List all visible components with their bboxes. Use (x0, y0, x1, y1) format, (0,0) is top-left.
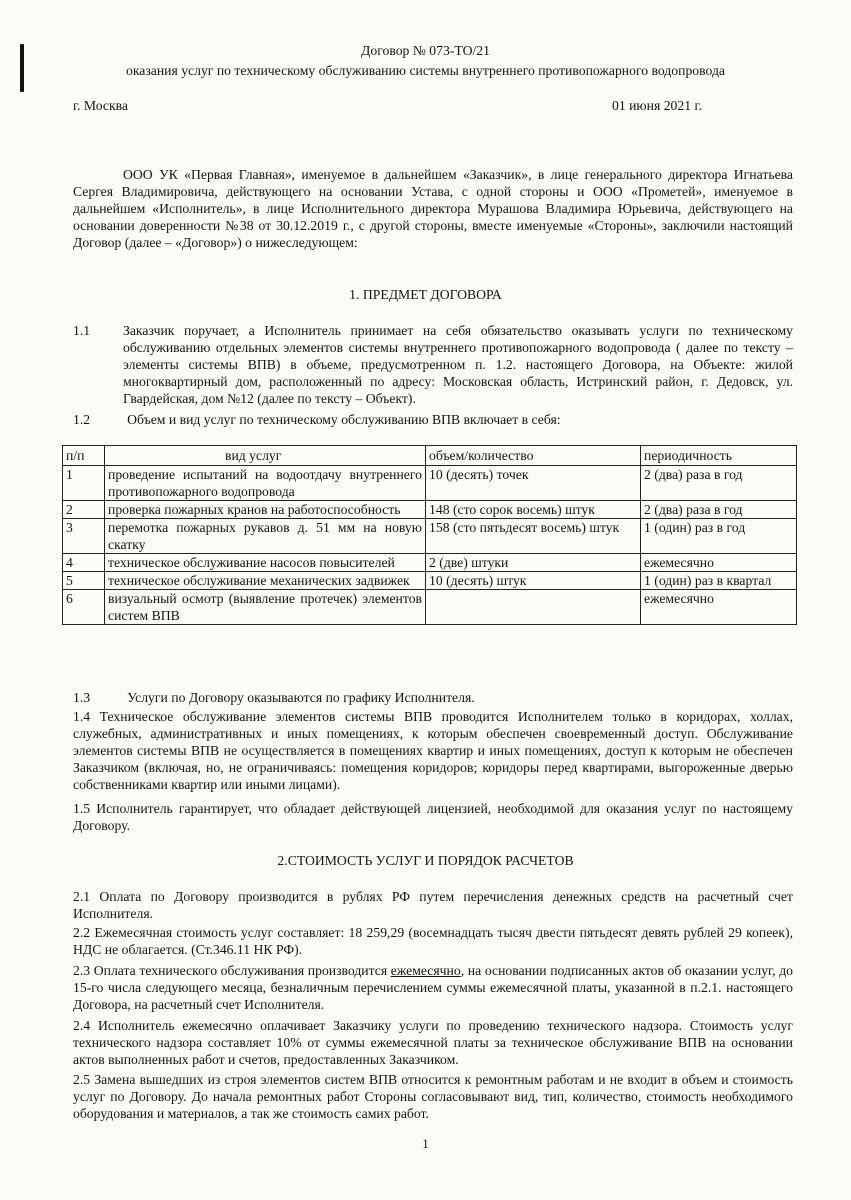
column-header: объем/количество (426, 446, 641, 466)
clause-number: 1.1 (73, 323, 91, 338)
table-row (63, 501, 797, 519)
table-cell: ежемесячно (641, 590, 797, 625)
table-cell: проверка пожарных кранов на работоспособность (105, 501, 426, 519)
table-cell: 5 (63, 572, 105, 590)
table-row (63, 590, 797, 625)
table-cell: техническое обслуживание механических задвижек (105, 572, 426, 590)
clause-text: 2.3 Оплата технического обслуживания производится (73, 963, 391, 978)
clause-text: , на основании подписанных актов об оказании услуг, до 15-го числа следующего месяца, безналичным перечислением суммы ежемесячной платы, указанной в п.2.1. настоящего Договора, на расчетный счет Исполнителя. (73, 963, 793, 1012)
table-cell: 2 (два) раза в год (641, 466, 797, 501)
clause-2-5: 2.5 Замена вышедших из строя элементов систем ВПВ относится к ремонтным работам и не входит в объем и стоимость услуг по Договору. До начала ремонтных работ Стороны согласовывают вид, тип, количество, стоимость необходимого оборудования и материалов, а так же стоимость самих работ. (73, 1072, 793, 1121)
table-cell: 4 (63, 554, 105, 572)
table-cell: 2 (две) штуки (426, 554, 641, 572)
table-row (63, 572, 797, 590)
section-2-heading: 2.СТОИМОСТЬ УСЛУГ И ПОРЯДОК РАСЧЕТОВ (277, 853, 574, 868)
clause-2-3 (73, 962, 793, 1013)
clause-text-underlined: ежемесячно (390, 963, 461, 978)
table-cell: перемотка пожарных рукавов д. 51 мм на новую скатку (105, 519, 426, 554)
table-cell: 1 (63, 466, 105, 501)
contract-title: Договор № 073-ТО/21 (361, 43, 490, 58)
clause-2-2: 2.2 Ежемесячная стоимость услуг составляет: 18 259,29 (восемнадцать тысяч двести пятьдесят девять рублей 29 копеек), НДС не облагается. (Ст.346.11 НК РФ). (73, 925, 793, 957)
clause-1-3 (73, 689, 793, 706)
clause-number: 1.2 (73, 412, 91, 427)
table-row (63, 519, 797, 554)
table-row (63, 466, 797, 501)
table-cell: ежемесячно (641, 554, 797, 572)
table-cell: 2 (63, 501, 105, 519)
table-cell (426, 590, 641, 625)
services-table (62, 445, 797, 625)
table-cell: 2 (два) раза в год (641, 501, 797, 519)
clause-2-1: 2.1 Оплата по Договору производится в рублях РФ путем перечисления денежных средств на расчетный счет Исполнителя. (73, 889, 793, 921)
section-1-heading: 1. ПРЕДМЕТ ДОГОВОРА (349, 287, 502, 302)
table-cell: 10 (десять) точек (426, 466, 641, 501)
clause-text: Услуги по Договору оказываются по графику Исполнителя. (127, 690, 475, 705)
page-number: 1 (422, 1136, 429, 1151)
clause-1-1 (73, 322, 793, 407)
clause-1-2 (73, 411, 793, 428)
clause-number: 1.3 (73, 690, 91, 705)
table-cell: 158 (сто пятьдесят восемь) штук (426, 519, 641, 554)
table-cell: техническое обслуживание насосов повысителей (105, 554, 426, 572)
table-cell: 6 (63, 590, 105, 625)
column-header: п/п (63, 446, 105, 466)
table-cell: 1 (один) раз в квартал (641, 572, 797, 590)
contract-city: г. Москва (73, 98, 129, 113)
table-cell: 1 (один) раз в год (641, 519, 797, 554)
clause-1-5: 1.5 Исполнитель гарантирует, что обладает действующей лицензией, необходимой для оказания услуг по настоящему Договору. (73, 801, 793, 833)
column-header: периодичность (641, 446, 797, 466)
clause-2-4: 2.4 Исполнитель ежемесячно оплачивает Заказчику услуги по проведению технического надзора. Стоимость услуг технического надзора составляет 10% от суммы ежемесячной платы за техническое обслуживание ВПВ на основании актов выполненных работ и счетов, предоставленных Заказчиком. (73, 1018, 793, 1067)
table-cell: 3 (63, 519, 105, 554)
clause-text: Объем и вид услуг по техническому обслуживанию ВПВ включает в себя: (127, 412, 561, 427)
table-header-row (63, 446, 797, 466)
table-cell: 148 (сто сорок восемь) штук (426, 501, 641, 519)
preamble-paragraph: ООО УК «Первая Главная», именуемое в дальнейшем «Заказчик», в лице генерального директора Игнатьева Сергея Владимировича, действующего на основании Устава, с одной стороны и ООО «Прометей», именуемое в дальнейшем «Исполнитель», в лице Исполнительного директора Мурашова Владимира Юрьевича, действующего на основании доверенности №38 от 30.12.2019 г., с другой стороны, вместе именуемые «Стороны», заключили настоящий Договор (далее – «Договор») о нижеследующем: (73, 167, 793, 250)
table-cell: визуальный осмотр (выявление протечек) элементов систем ВПВ (105, 590, 426, 625)
table-cell: проведение испытаний на водоотдачу внутреннего противопожарного водопровода (105, 466, 426, 501)
contract-subtitle: оказания услуг по техническому обслуживанию системы внутреннего противопожарного водопровода (126, 63, 725, 78)
table-cell: 10 (десять) штук (426, 572, 641, 590)
clause-text: Заказчик поручает, а Исполнитель принимает на себя обязательство оказывать услуги по техническому обслуживанию отдельных элементов системы внутреннего противопожарного водопровода ( далее по тексту – элементы системы ВПВ) в объеме, предусмотренном п. 1.2. настоящего Договора, на Объекте: жилой многоквартирный дом, расположенный по адресу: Московская область, Истринский район, г. Дедовск, ул. Гвардейская, дом №12 (далее по тексту – Объект). (123, 323, 793, 406)
clause-1-4: 1.4 Техническое обслуживание элементов системы ВПВ проводится Исполнителем только в коридорах, холлах, служебных, административных и иных помещениях, к которым обеспечен своевременный доступ. Обслуживание элементов системы ВПВ не осуществляется в помещениях квартир и иных помещениях, доступ к которым не обеспечен Заказчиком (включая, но, не ограничиваясь: помещения коридоров; коридоры перед квартирами, выгороженные дверью собственниками квартир или иными лицами). (73, 709, 793, 792)
contract-date: 01 июня 2021 г. (612, 98, 702, 113)
table-row (63, 554, 797, 572)
column-header: вид услуг (105, 446, 426, 466)
